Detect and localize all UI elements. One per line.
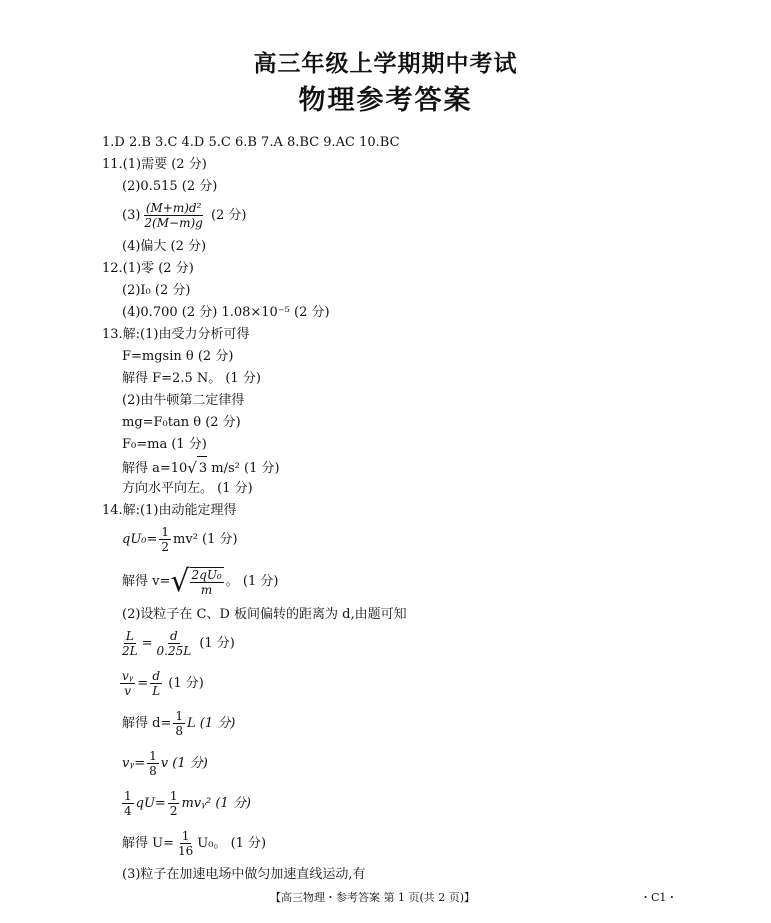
- q14-line-7: [122, 704, 235, 744]
- q13-line-3: 解得 F=2.5 N。 (1 分): [122, 371, 261, 386]
- q13-line-7: [122, 456, 280, 481]
- answer-title: 物理参考答案: [298, 85, 473, 116]
- q14-line-8-suffix: v (1 分): [160, 756, 208, 771]
- q14-line-8-denominator: 8: [149, 764, 157, 778]
- q14-line-2-denominator: 2: [161, 540, 170, 554]
- q14-line-6-fraction-1: [120, 669, 135, 698]
- q14-line-10: [122, 824, 266, 864]
- q14-line-6-equals: =: [137, 676, 149, 691]
- q11-line-4: (4)偏大 (2 分): [122, 239, 207, 254]
- q14-line-5-numerator-2: d: [170, 629, 178, 643]
- q14-line-8-fraction: [147, 749, 159, 778]
- q14-line-6-numerator-1: vᵧ: [122, 669, 134, 683]
- q14-line-3-prefix: 解得 v=: [122, 574, 171, 589]
- q14-line-10-numerator: 1: [181, 829, 190, 843]
- q12-line-2: (2)I₀ (2 分): [122, 283, 191, 298]
- q14-line-10-denominator: 16: [177, 844, 194, 858]
- q11-fraction: [142, 201, 204, 230]
- q14-sqrt-fraction: [190, 567, 224, 597]
- q14-line-2-fraction: [159, 525, 171, 554]
- q14-line-9: [120, 784, 251, 824]
- q11-fraction-denominator: 2(M−m)g: [144, 216, 203, 230]
- q14-line-5-equals: =: [141, 636, 153, 651]
- q13-sqrt-radicand: 3: [197, 456, 207, 481]
- q14-line-9-fraction-1: [122, 789, 134, 818]
- q14-line-7-fraction: [173, 709, 185, 738]
- q14-line-7-denominator: 8: [175, 724, 183, 738]
- q14-line-5: [118, 624, 235, 664]
- q14-line-7-numerator: 1: [175, 709, 183, 723]
- q14-line-3-denominator: m: [200, 582, 213, 597]
- footer-code: ・C1・: [640, 891, 678, 904]
- sqrt-symbol: √: [170, 563, 190, 599]
- q11-line-2: (2)0.515 (2 分): [122, 179, 218, 194]
- q14-line-3-suffix: 。 (1 分): [225, 574, 279, 589]
- q14-line-2-suffix: mv² (1 分): [173, 532, 238, 547]
- q12-line-1: 12.(1)零 (2 分): [102, 261, 194, 276]
- q14-line-9-suffix: mvᵧ² (1 分): [181, 796, 251, 811]
- q14-line-1: 14.解:(1)由动能定理得: [102, 503, 237, 518]
- q13-line-4: (2)由牛顿第二定律得: [122, 393, 245, 408]
- q14-line-8: [122, 744, 208, 784]
- q13-line-1: 13.解:(1)由受力分析可得: [102, 327, 250, 342]
- q13-line-8: 方向水平向左。 (1 分): [122, 481, 253, 496]
- q13-line-7-suffix: m/s² (1 分): [207, 461, 280, 476]
- q11-line-3-label: (3): [122, 208, 141, 223]
- q14-line-9-numerator-2: 1: [169, 789, 178, 803]
- q14-line-3-numerator: 2qU₀: [191, 567, 222, 582]
- q14-sqrt: [170, 563, 225, 599]
- q14-line-5-numerator-1: L: [125, 629, 134, 643]
- q14-line-2-numerator: 1: [161, 525, 170, 539]
- q14-line-6-denominator-1: v: [124, 684, 132, 698]
- q14-line-9-fraction-2: [168, 789, 180, 818]
- q14-line-5-fraction-2: [155, 629, 194, 658]
- q14-line-9-middle: qU=: [135, 796, 166, 811]
- q14-line-8-numerator: 1: [149, 749, 157, 763]
- exam-title: 高三年级上学期期中考试: [253, 51, 518, 77]
- q12-line-3: (4)0.700 (2 分) 1.08×10⁻⁵ (2 分): [122, 305, 330, 320]
- q13-line-7-prefix: 解得 a=10: [122, 461, 188, 476]
- q14-line-6-numerator-2: d: [152, 669, 161, 683]
- q14-line-6-suffix: (1 分): [164, 676, 204, 691]
- q13-line-6: F₀=ma (1 分): [122, 437, 207, 452]
- q13-sqrt: [187, 456, 207, 481]
- q14-line-9-numerator-1: 1: [124, 789, 132, 803]
- q14-line-6-fraction-2: [150, 669, 162, 698]
- q14-line-10-prefix: 解得 U=: [122, 836, 174, 851]
- q14-line-4: (2)设粒子在 C、D 板间偏转的距离为 d,由题可知: [122, 607, 407, 622]
- q14-line-10-fraction: [176, 829, 195, 858]
- q11-line-1: 11.(1)需要 (2 分): [102, 157, 207, 172]
- q14-line-9-denominator-2: 2: [169, 804, 178, 818]
- q14-line-7-prefix: 解得 d=: [122, 716, 172, 731]
- q14-line-7-suffix: L (1 分): [187, 716, 236, 731]
- q13-line-5: mg=F₀tan θ (2 分): [122, 415, 241, 430]
- q14-line-5-denominator-1: 2L: [122, 644, 138, 658]
- footer-page-info: 【高三物理・参考答案 第 1 页(共 2 页)】: [270, 891, 476, 904]
- q14-line-5-suffix: (1 分): [195, 636, 235, 651]
- q11-fraction-numerator: (M+m)d²: [145, 201, 202, 215]
- q14-line-10-suffix: U₀。 (1 分): [197, 836, 267, 851]
- q14-line-5-denominator-2: 0.25L: [156, 644, 192, 658]
- q14-line-3: [122, 562, 278, 602]
- sqrt-symbol: √: [187, 459, 197, 477]
- q14-line-2-prefix: qU₀=: [122, 532, 158, 547]
- q14-line-11: (3)粒子在加速电场中做匀加速直线运动,有: [122, 867, 366, 882]
- q13-line-2: F=mgsin θ (2 分): [122, 349, 234, 364]
- multiple-choice-answers: 1.D 2.B 3.C 4.D 5.C 6.B 7.A 8.BC 9.AC 10.BC: [102, 135, 400, 150]
- q14-line-5-fraction-1: [120, 629, 140, 658]
- q14-line-9-denominator-1: 4: [124, 804, 132, 818]
- q11-line-3: [122, 196, 247, 236]
- q14-line-2: [122, 521, 238, 559]
- q14-line-6-denominator-2: L: [152, 684, 161, 698]
- q14-line-8-prefix: vᵧ=: [122, 756, 146, 771]
- q11-line-3-score: (2 分): [206, 208, 247, 223]
- q14-line-6: [118, 664, 204, 704]
